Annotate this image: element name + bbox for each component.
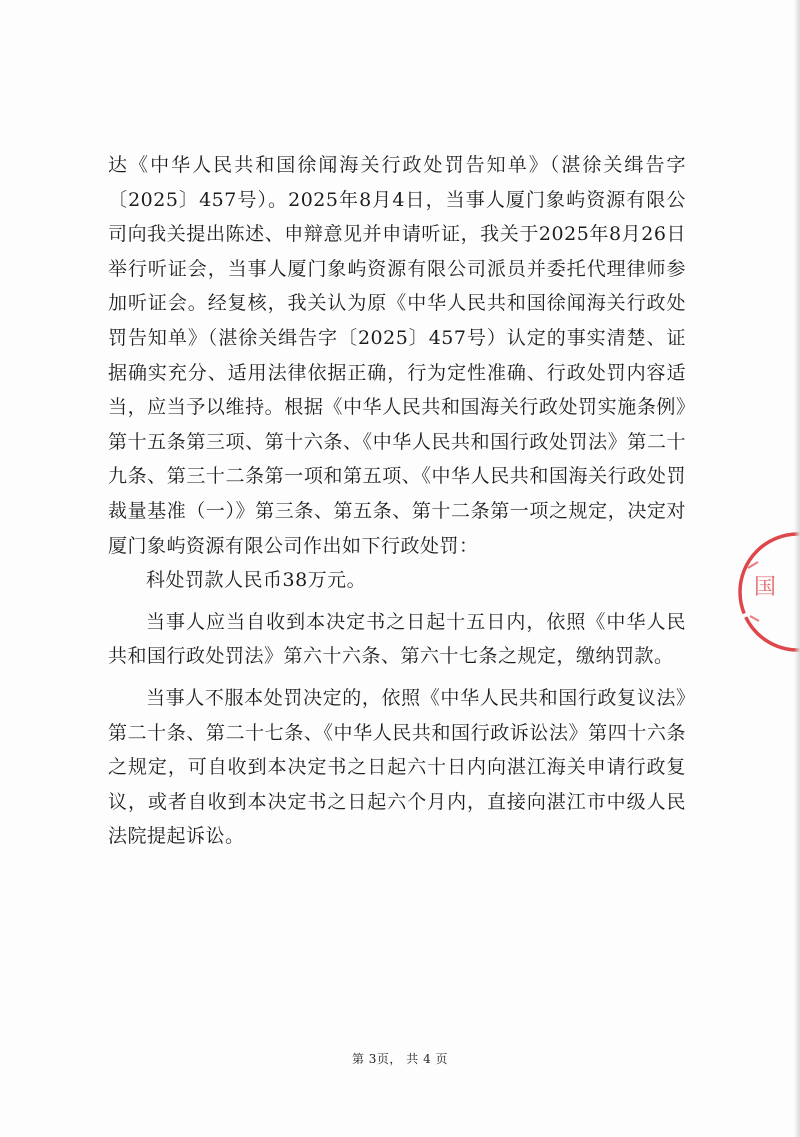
- paragraph-hearing-review: 达《中华人民共和国徐闻海关行政处罚告知单》（湛徐关缉告字〔2025〕457号）。2025年8月4日，当事人厦门象屿资源有限公司向我关提出陈述、申辩意见并申请听证，我关于2025年8月26日举行听证会，当事人厦门象屿资源有限公司派员并委托代理律师参加听证会。经复核，我关认为原《中华人民共和国徐闻海关行政处罚告知单》（湛徐关缉告字〔2025〕457号）认定的事实清楚、证据确实充分、适用法律依据正确，行为定性准确、行政处罚内容适当，应当予以维持。根据《中华人民共和国海关行政处罚实施条例》第十五条第三项、第十六条、《中华人民共和国行政处罚法》第二十九条、第三十二条第一项和第五项、《中华人民共和国海关行政处罚裁量基准（一）》第三条、第五条、第十二条第一项之规定，决定对厦门象屿资源有限公司作出如下行政处罚：: [108, 154, 686, 557]
- paragraph-payment-deadline: 当事人应当自收到本决定书之日起十五日内，依照《中华人民共和国行政处罚法》第六十六条、第六十七条之规定，缴纳罚款。: [108, 610, 686, 668]
- official-seal-stamp: [734, 528, 800, 656]
- seal-glyph: 国: [754, 575, 777, 600]
- paragraph-appeal-rights: 当事人不服本处罚决定的，依照《中华人民共和国行政复议法》第二十条、第二十七条、《中华人民共和国行政诉讼法》第四十六条之规定，可自收到本决定书之日起六十日内向湛江海关申请行政复议，或者自收到本决定书之日起六个月内，直接向湛江市中级人民法院提起诉讼。: [108, 686, 686, 848]
- paragraph-penalty-amount: 科处罚款人民币38万元。: [146, 569, 367, 592]
- page-number-footer: 第 3页， 共 4 页: [351, 1052, 449, 1066]
- document-body: [108, 148, 686, 854]
- scan-edge-shadow: [794, 0, 800, 1137]
